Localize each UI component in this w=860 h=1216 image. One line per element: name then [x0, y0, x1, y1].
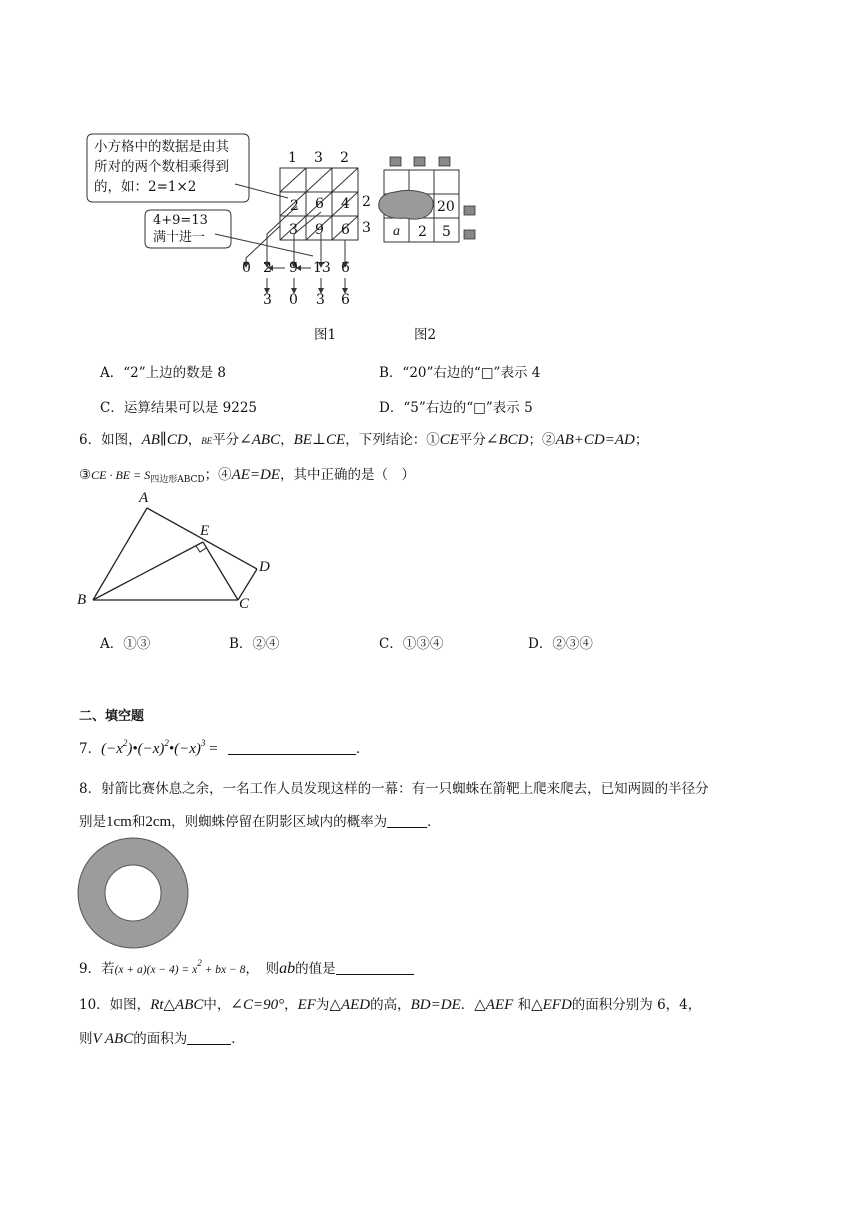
callout-multiply — [94, 137, 229, 197]
point-label-a: A — [139, 490, 149, 506]
answer-blank[interactable] — [387, 813, 427, 828]
exponent: 2 — [164, 738, 169, 748]
figure-2-drawing — [375, 150, 485, 250]
result-digit: 0 — [289, 292, 298, 308]
figure-1 — [85, 126, 385, 326]
q6-figure — [75, 490, 285, 620]
point-label-b: B — [77, 592, 87, 608]
option-text: “20”右边的“□”表示 4 — [402, 365, 541, 381]
cell-digit: 9 — [315, 222, 324, 238]
math-efd: △EFD — [531, 997, 572, 1013]
fig2-cell-variable: a — [393, 224, 400, 239]
math-be: BE — [201, 436, 213, 446]
punct: ． — [355, 741, 370, 757]
option-text: ②③④ — [552, 636, 593, 652]
callout-line: 的，如：2=1×2 — [94, 179, 197, 195]
text: ；④ — [204, 467, 232, 483]
callout-carry — [153, 212, 208, 246]
q9 — [79, 957, 414, 978]
result-digit: 3 — [263, 292, 272, 308]
q6-option-b[interactable] — [229, 632, 279, 652]
exponent: 2 — [197, 958, 202, 968]
math-angle-c: ∠C=90° — [230, 997, 285, 1013]
q5-option-d[interactable] — [379, 396, 533, 416]
result-digit: 9 — [289, 260, 298, 276]
expr-part: (−x — [101, 741, 123, 757]
text: ， — [284, 997, 298, 1013]
q5-option-a[interactable] — [100, 361, 226, 381]
math-subscript: 四边形ABCD — [150, 475, 205, 485]
option-letter: A． — [100, 636, 124, 652]
q6-option-c[interactable] — [379, 632, 443, 652]
punct: ． — [427, 814, 441, 830]
q10-number: 10．如图， — [79, 997, 151, 1013]
text: 的面积分别为 6，4， — [571, 997, 702, 1013]
answer-blank[interactable] — [228, 740, 356, 755]
ring-drawing — [76, 836, 190, 950]
q8-line-1: 8．射箭比赛休息之余，一名工作人员发现这样的一幕：有一只蜘蛛在箭靶上爬来爬去，已知两圆的半径分 — [79, 781, 709, 797]
math-ce-be-area: CE · BE = S — [91, 468, 151, 482]
text: ；② — [528, 432, 556, 448]
q7 — [79, 737, 369, 758]
top-digit: 1 — [288, 150, 297, 166]
expr-part: )•(−x) — [127, 741, 165, 757]
answer-blank[interactable] — [187, 1030, 231, 1045]
math-ab-parallel-cd: AB∥CD — [141, 432, 188, 448]
result-digit: 2 — [263, 260, 272, 276]
q6-line-2 — [79, 463, 415, 485]
option-text: ②④ — [252, 636, 280, 652]
figure-2 — [375, 150, 485, 250]
math-angle-abc: ∠ABC — [239, 432, 281, 448]
expr-part: •(−x) — [168, 741, 201, 757]
callout-line: 满十进一 — [153, 230, 206, 245]
q6-line-1 — [79, 428, 648, 449]
result-digit: 6 — [341, 260, 350, 276]
text: 的高， — [370, 997, 411, 1013]
fig2-cell-value: 2 — [418, 224, 427, 240]
cell-digit: 3 — [289, 222, 298, 238]
result-digit: 0 — [242, 260, 251, 276]
text: 平分 — [212, 432, 240, 448]
option-letter: A． — [100, 365, 124, 381]
text: ， 则 — [245, 961, 280, 977]
math-rt-abc: Rt△ABC — [150, 997, 204, 1013]
option-text: ①③ — [123, 636, 151, 652]
q9-expr — [114, 958, 246, 976]
cell-digit: 4 — [341, 196, 350, 212]
math-aed: △AED — [329, 997, 371, 1013]
text: 和 — [131, 814, 146, 830]
radius-1: 1cm — [106, 814, 132, 830]
option-text: “5”右边的“□”表示 5 — [403, 400, 533, 416]
q10-line-1 — [79, 993, 701, 1014]
option-text: “2”上边的数是 8 — [123, 365, 227, 381]
option-letter: B． — [229, 636, 253, 652]
math-bd-de: BD=DE — [410, 997, 461, 1013]
q6-option-d[interactable] — [528, 632, 593, 652]
cell-digit: 6 — [341, 222, 350, 238]
q6-option-a[interactable] — [100, 632, 150, 652]
point-label-c: C — [239, 596, 250, 612]
fig2-cell-value: 5 — [442, 224, 451, 240]
q10-line-2 — [79, 1027, 245, 1048]
math-ae-de: AE=DE — [231, 467, 281, 483]
math-ab-plus-cd: AB+CD=AD — [555, 432, 635, 448]
text: 和 — [513, 997, 532, 1013]
right-digit: 3 — [362, 220, 371, 236]
text: 的值是 — [295, 961, 336, 977]
fig2-cell-value: 20 — [437, 199, 455, 215]
q6-number: 6．如图， — [79, 432, 142, 448]
text: 平分 — [458, 432, 486, 448]
top-digit: 2 — [340, 150, 349, 166]
point-label-d: D — [259, 559, 270, 575]
option-letter: C． — [100, 400, 124, 416]
q8-line-2 — [79, 810, 441, 831]
figure-2-label: 图2 — [414, 327, 437, 343]
q6-figure-drawing — [75, 490, 285, 620]
q7-expr — [101, 738, 218, 757]
q5-option-c[interactable] — [100, 396, 257, 416]
math-ef: EF — [297, 997, 316, 1013]
math-triangle-abc: V ABC — [92, 1031, 134, 1047]
q7-number: 7． — [79, 741, 102, 757]
exponent: 3 — [200, 738, 206, 748]
math-ce: CE — [439, 432, 459, 448]
text: 则 — [79, 1031, 93, 1047]
exponent: 2 — [122, 738, 128, 748]
punct: ． — [231, 1031, 245, 1047]
top-digit: 3 — [314, 150, 323, 166]
q8-target-figure — [76, 836, 190, 950]
text: 中， — [203, 997, 231, 1013]
math-angle-bcd: ∠BCD — [485, 432, 529, 448]
expr-part: + bx − 8 — [201, 964, 246, 976]
option-letter: D． — [379, 400, 404, 416]
q9-number: 9．若 — [79, 961, 115, 977]
math-be-perp-ce: BE⊥CE — [293, 432, 346, 448]
option-text: 运算结果可以是 9225 — [123, 400, 257, 416]
result-digit: 13 — [313, 260, 331, 276]
text: 的面积为 — [133, 1031, 188, 1047]
radius-2: 2cm — [145, 814, 172, 830]
text: ，其中正确的是（ ） — [280, 467, 416, 483]
text: ，下列结论：① — [345, 432, 440, 448]
callout-line: 4+9=13 — [153, 213, 208, 228]
callout-line: 所对的两个数相乘得到 — [94, 159, 229, 175]
text: ，则蜘蛛停留在阴影区域内的概率为 — [171, 814, 388, 830]
answer-blank[interactable] — [336, 960, 414, 975]
q5-option-b[interactable] — [379, 361, 540, 381]
option-letter: C． — [379, 636, 403, 652]
text: 为 — [315, 997, 330, 1013]
text: ； — [634, 432, 649, 448]
punct: ， — [280, 432, 294, 448]
punct: ， — [187, 432, 202, 448]
text: ③ — [79, 467, 92, 483]
figure-1-label: 图1 — [314, 327, 337, 343]
point-label-e: E — [200, 523, 210, 539]
cell-digit: 6 — [315, 196, 324, 212]
result-digit: 6 — [341, 292, 350, 308]
option-text: ①③④ — [402, 636, 444, 652]
result-digit: 3 — [316, 292, 325, 308]
math-aef: △AEF — [474, 997, 514, 1013]
cell-digit: 2 — [290, 198, 299, 214]
option-letter: D． — [528, 636, 553, 652]
text: 别是 — [79, 814, 106, 830]
callout-line: 小方格中的数据是由其 — [94, 139, 229, 155]
option-letter: B． — [379, 365, 403, 381]
text: ． — [460, 997, 475, 1013]
section-heading: 二、填空题 — [79, 709, 145, 724]
math-ab: ab — [279, 960, 296, 977]
expr-part: (x + a)(x − 4) = x — [114, 964, 198, 976]
expr-part: = — [205, 741, 218, 757]
right-digit: 2 — [362, 194, 371, 210]
